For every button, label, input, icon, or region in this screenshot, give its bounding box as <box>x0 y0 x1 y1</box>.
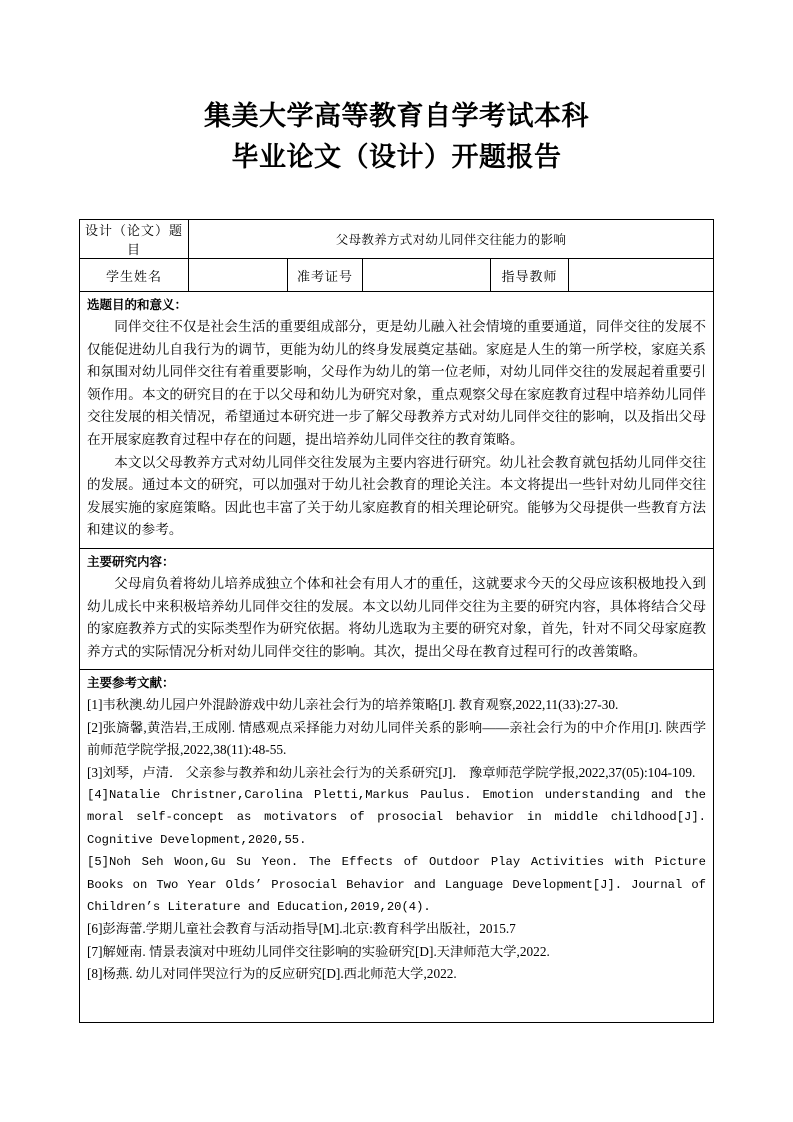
references-section-cell <box>80 670 714 1022</box>
exam-number-input-cell[interactable] <box>363 259 491 292</box>
reference-item: [3]刘琴，卢清． 父亲参与教养和幼儿亲社会行为的关系研究[J]． 豫章师范学院学报,2022,37(05):104-109. <box>87 764 696 780</box>
purpose-paragraph-1: 同伴交往不仅是社会生活的重要组成部分，更是幼儿融入社会情境的重要通道，同伴交往的发展不仅能促进幼儿自我行为的调节，更能为幼儿的终身发展奠定基础。家庭是人生的第一所学校，家庭关系和氛围对幼儿同伴交往有着重要影响，父母作为幼儿的第一位老师，对幼儿同伴交往的发展起着重要引领作用。本文的研究目的在于以父母和幼儿为研究对象，重点观察父母在家庭教育过程中培养幼儿同伴交往发展的相关情况，希望通过本研究进一步了解父母教养方式对幼儿同伴交往的影响，以及指出父母在开展家庭教育过程中存在的问题，提出培养幼儿同伴交往的教育策略。 <box>87 319 706 447</box>
reference-item: [2]张旖馨,黄浩岩,王成刚. 情感观点采择能力对幼儿同伴关系的影响——亲社会行为的中介作用[J]. 陕西学前师范学院学报,2022,38(11):48-55. <box>87 719 706 758</box>
page-title <box>0 96 793 178</box>
advisor-label-cell: 指导教师 <box>491 259 569 292</box>
research-content-paragraph-1: 父母肩负着将幼儿培养成独立个体和社会有用人才的重任，这就要求今天的父母应该积极地投入到幼儿成长中来积极培养幼儿同伴交往的发展。本文以幼儿同伴交往为主要的研究内容，具体将结合父母的家庭教养方式的实际类型作为研究依据。将幼儿选取为主要的研究对象，首先，针对不同父母家庭教养方式的实际情况分析对幼儿同伴交往的影响。其次，提出父母在教育过程可行的改善策略。 <box>87 575 706 659</box>
purpose-paragraph-2: 本文以父母教养方式对幼儿同伴交往发展为主要内容进行研究。幼儿社会教育就包括幼儿同伴交往的发展。通过本文的研究，可以加强对于幼儿社会教育的理论关注。本文将提出一些针对幼儿同伴交往发展实施的家庭策略。因此也丰富了关于幼儿家庭教育的相关理论研究。能够为父母提供一些教育方法和建议的参考。 <box>87 454 706 538</box>
page-title-line-2: 毕业论文（设计）开题报告 <box>231 142 562 172</box>
page-title-line-1: 集美大学高等教育自学考试本科 <box>204 101 589 131</box>
table-row-topic <box>80 220 714 259</box>
table-row-references <box>80 670 714 1022</box>
proposal-form-table <box>79 219 714 1023</box>
table-row-purpose <box>80 292 714 549</box>
research-content-section-cell <box>80 548 714 669</box>
purpose-heading: 选题目的和意义： <box>87 298 188 312</box>
research-content-heading: 主要研究内容： <box>87 554 175 569</box>
references-bottom-spacer <box>87 986 706 1016</box>
topic-label-cell: 设计（论文）题目 <box>80 220 189 259</box>
reference-item: [5]Noh Seh Woon,Gu Su Yeon. The Effects of Outdoor Play Activities with Picture Books on Two Year Olds’ Prosocial Behavior and Language Development[J]. Journal of Children’s Literature and Education,2019,20(4). <box>87 855 706 914</box>
reference-item: [1]韦秋澳.幼儿园户外混龄游戏中幼儿亲社会行为的培养策略[J]. 教育观察,2022,11(33):27-30. <box>87 697 619 713</box>
reference-item: [7]解娅南. 情景表演对中班幼儿同伴交往影响的实验研究[D].天津师范大学,2022. <box>87 943 550 959</box>
table-row-research-content <box>80 548 714 669</box>
exam-number-label-cell: 准考证号 <box>288 259 363 292</box>
student-name-input-cell[interactable] <box>189 259 288 292</box>
topic-value-cell[interactable]: 父母教养方式对幼儿同伴交往能力的影响 <box>189 220 714 259</box>
references-heading: 主要参考文献： <box>87 676 175 691</box>
reference-item: [6]彭海蕾.学期儿童社会教育与活动指导[M].北京:教育科学出版社，2015.7 <box>87 921 516 937</box>
purpose-section-cell <box>80 292 714 549</box>
student-name-label-cell: 学生姓名 <box>80 259 189 292</box>
table-row-student-info <box>80 259 714 292</box>
reference-item: [4]Natalie Christner,Carolina Pletti,Markus Paulus. Emotion understanding and the moral self-concept as motivators of prosocial behavior in middle childhood[J]. Cognitive Development,2020,55. <box>87 787 706 847</box>
advisor-input-cell[interactable] <box>569 259 714 292</box>
reference-item: [8]杨燕. 幼儿对同伴哭泣行为的反应研究[D].西北师范大学,2022. <box>87 966 457 982</box>
